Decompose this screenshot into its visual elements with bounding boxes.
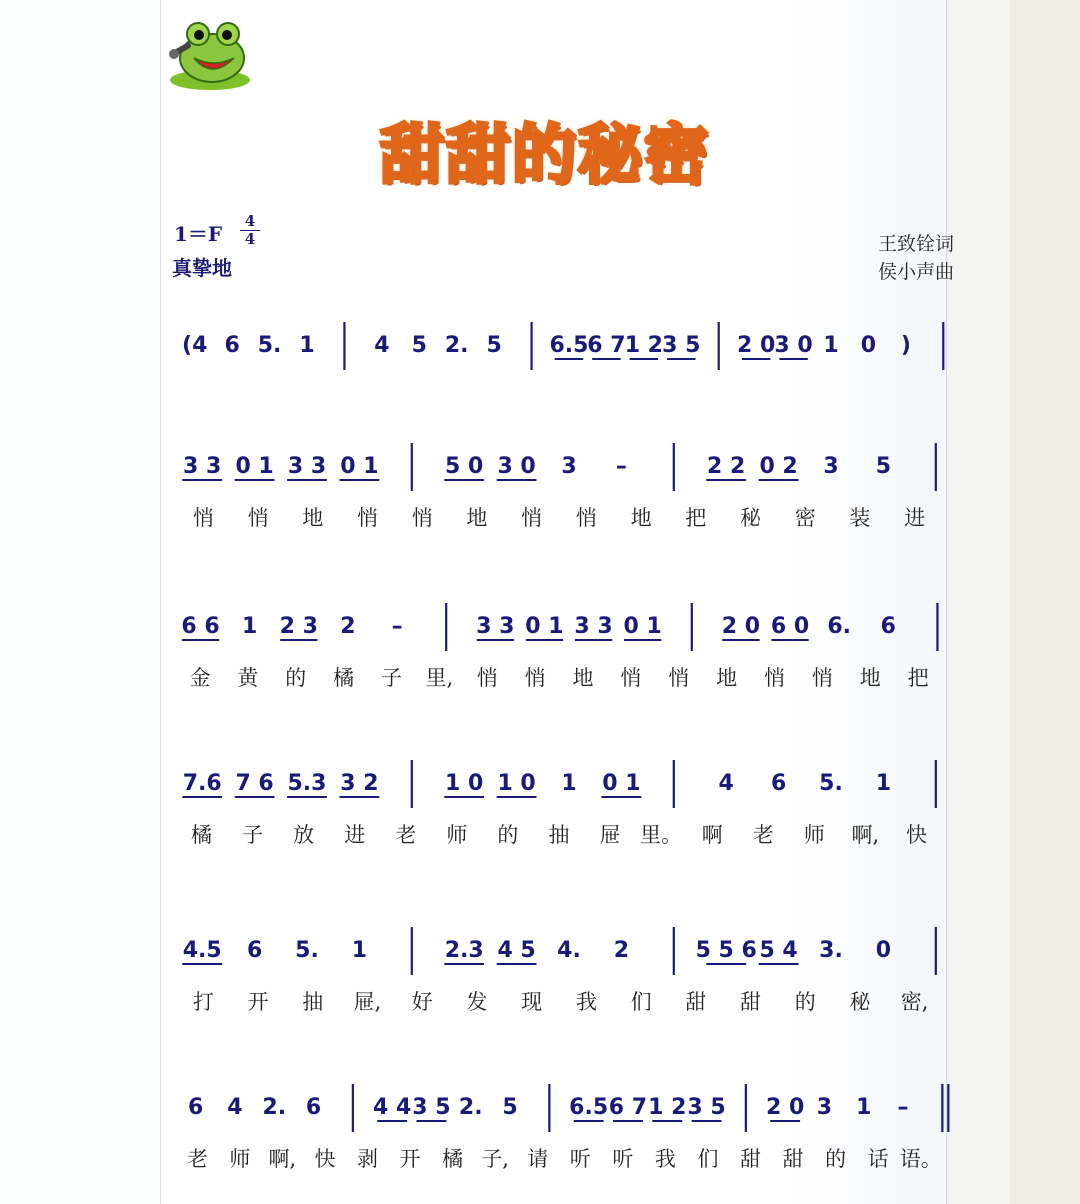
lyric-char: 悄: [521, 506, 543, 530]
time-top: 4: [244, 212, 256, 230]
lyric-char: 老: [395, 823, 417, 847]
note: 1 0: [445, 771, 484, 796]
lyric-char: 秘: [849, 990, 871, 1014]
lyric-char: 悄: [668, 666, 690, 690]
lyric-char: 地: [630, 506, 652, 530]
time-bottom: 4: [244, 230, 256, 248]
lyric-char: 悄: [763, 666, 785, 690]
note: 0 2: [759, 454, 798, 479]
song-title: 甜甜的秘密: [380, 119, 710, 193]
lyric-char: 把: [685, 506, 707, 530]
lyric-char: 地: [572, 666, 594, 690]
lyric-char: 悄: [476, 666, 498, 690]
note: 3 3: [476, 614, 515, 639]
lyric-char: 进: [344, 823, 366, 847]
lyric-char: 悄: [575, 506, 597, 530]
note: 3 5: [687, 1095, 726, 1120]
lyric-char: 甜: [782, 1147, 804, 1171]
note: (4: [182, 333, 208, 358]
lyric-char: 悄: [524, 666, 546, 690]
note: 6.: [827, 614, 852, 639]
lyric-char: 快: [905, 823, 927, 847]
note: –: [897, 1095, 909, 1120]
lyric-char: 老: [752, 823, 774, 847]
lyric-char: 啊: [701, 823, 723, 847]
note: 0: [860, 333, 877, 358]
note: 2: [340, 614, 356, 639]
lyric-char: 地: [302, 506, 324, 530]
note: 2: [613, 938, 630, 963]
note: 1: [561, 771, 577, 796]
note: 5 5 6: [695, 938, 757, 963]
lyric-char: 抽: [548, 823, 570, 847]
note: 3: [816, 1095, 833, 1120]
note: 6: [224, 333, 240, 358]
note: 7.6: [182, 771, 222, 796]
note: 1: [299, 333, 315, 358]
note: 5: [875, 454, 892, 479]
note: 2.: [444, 333, 469, 358]
lyric-char: 的: [825, 1147, 847, 1171]
note: 2 0: [721, 614, 761, 639]
lyric-char: 悄: [247, 506, 269, 530]
note: 6: [305, 1095, 322, 1120]
note: 7 6: [235, 771, 274, 796]
note: 6.5: [549, 333, 589, 358]
lyric-char: 悄: [811, 666, 833, 690]
note: 3 2: [340, 771, 379, 796]
lyric-char: 我: [654, 1147, 676, 1171]
lyric-char: 话: [867, 1147, 889, 1171]
note: 0 1: [340, 454, 379, 479]
note: 3 0: [774, 333, 813, 358]
note: 2 2: [707, 454, 746, 479]
lyric-char: 听: [569, 1147, 591, 1171]
lyric-char: 把: [907, 666, 929, 690]
lyric-char: 甜: [685, 990, 707, 1014]
note: 6.5: [569, 1095, 609, 1120]
note: 5 4: [759, 938, 798, 963]
lyric-char: 悄: [357, 506, 378, 530]
lyric-char: 子,: [481, 1147, 510, 1171]
lyric-char: 橘: [333, 666, 355, 690]
lyric-char: 开: [247, 990, 269, 1014]
note: 0 1: [235, 454, 274, 479]
note: 1: [856, 1095, 872, 1120]
lyric-char: 金: [189, 666, 211, 690]
note: 1: [242, 614, 258, 639]
note: 6: [187, 1095, 204, 1120]
lyric-char: 发: [466, 990, 488, 1014]
note: 1: [351, 938, 368, 963]
lyric-char: 的: [794, 990, 816, 1014]
note: 4.5: [182, 938, 222, 963]
lyric-char: 甜: [740, 990, 761, 1014]
note: 5 0: [445, 454, 484, 479]
note: 2 0: [737, 333, 776, 358]
lyric-char: 打: [192, 990, 214, 1014]
note: 5.3: [287, 771, 327, 796]
lyric-char: 子: [242, 823, 264, 847]
tempo-marking: 真挚地: [172, 256, 232, 280]
note: 3 3: [574, 614, 613, 639]
lyric-char: 我: [575, 990, 597, 1014]
lyric-char: 的: [285, 666, 307, 690]
lyric-char: 放: [293, 823, 315, 847]
note: 0: [875, 938, 892, 963]
lyric-char: 抽: [302, 990, 324, 1014]
lyric-char: 师: [803, 823, 825, 847]
lyric-char: 老: [186, 1147, 208, 1171]
lyric-char: 的: [497, 823, 519, 847]
note: 3: [561, 454, 577, 479]
lyric-char: 啊,: [851, 823, 880, 847]
lyric-char: 地: [716, 666, 738, 690]
lyric-char: 黄: [237, 666, 259, 690]
note: 3 0: [497, 454, 536, 479]
lyric-char: 师: [229, 1147, 251, 1171]
note: 4: [718, 771, 734, 796]
lyric-char: 悄: [411, 506, 433, 530]
note: 5.: [257, 333, 282, 358]
composer-credit: 侯小声曲: [878, 261, 955, 283]
lyric-char: 里。: [640, 823, 683, 847]
note: –: [615, 454, 627, 479]
key-signature: 1＝F: [174, 222, 223, 246]
lyric-char: 里,: [425, 666, 454, 690]
note: 6: [246, 938, 263, 963]
note: 5.: [295, 938, 319, 963]
note: 3: [823, 454, 839, 479]
note: ): [900, 333, 911, 358]
note: 1 2: [648, 1095, 687, 1120]
note: 6 6: [181, 614, 220, 639]
lyric-char: 屉,: [353, 990, 382, 1014]
note: 2.: [262, 1095, 287, 1120]
note: 4: [374, 333, 390, 358]
note: 5: [411, 333, 427, 358]
note: 3 5: [662, 333, 701, 358]
note: –: [391, 614, 403, 639]
lyric-char: 地: [859, 666, 881, 690]
lyric-char: 进: [904, 506, 926, 530]
lyric-char: 好: [411, 990, 433, 1014]
note: 0 1: [602, 771, 641, 796]
note: 6 0: [770, 614, 810, 639]
note: 1: [823, 333, 839, 358]
lyric-char: 开: [399, 1147, 421, 1171]
lyric-char: 悄: [620, 666, 642, 690]
lyric-char: 现: [521, 990, 543, 1014]
note: 2 0: [766, 1095, 805, 1120]
note: 1: [875, 771, 892, 796]
note: 2.: [458, 1095, 483, 1120]
lyric-char: 们: [697, 1147, 719, 1171]
note: 5: [486, 333, 502, 358]
note: 6 7: [608, 1095, 648, 1120]
lyric-char: 们: [630, 990, 652, 1014]
lyricist-credit: 王致铨词: [878, 233, 955, 255]
note: 4.: [557, 938, 581, 963]
lyric-char: 地: [466, 506, 488, 530]
note: 1 2: [624, 333, 663, 358]
note: 3 5: [412, 1095, 451, 1120]
note: 5.: [819, 771, 843, 796]
note: 0 1: [623, 614, 662, 639]
lyric-char: 啊,: [268, 1147, 297, 1171]
lyric-char: 剥: [357, 1147, 378, 1171]
lyric-char: 橘: [442, 1147, 464, 1171]
note: 2.3: [444, 938, 484, 963]
note: 3.: [819, 938, 843, 963]
lyric-char: 密,: [900, 990, 929, 1014]
lyric-char: 屉: [599, 823, 621, 847]
note: 4 5: [497, 938, 536, 963]
lyric-char: 师: [446, 823, 468, 847]
lyric-char: 秘: [740, 506, 761, 530]
note: 5: [502, 1095, 518, 1120]
note: 6: [880, 614, 896, 639]
lyric-char: 快: [314, 1147, 336, 1171]
note: 3 3: [287, 454, 327, 479]
lyric-char: 装: [849, 506, 871, 530]
note: 4: [227, 1095, 243, 1120]
note: 4 4: [373, 1095, 412, 1120]
lyric-char: 听: [612, 1147, 634, 1171]
lyric-char: 甜: [740, 1147, 761, 1171]
note: 6: [770, 771, 787, 796]
lyric-char: 请: [527, 1147, 549, 1171]
lyric-char: 语。: [899, 1147, 942, 1171]
note: 0 1: [525, 614, 564, 639]
lyric-char: 悄: [192, 506, 214, 530]
lyric-char: 子: [380, 666, 402, 690]
note: 1 0: [497, 771, 536, 796]
note: 6 7: [587, 333, 626, 358]
lyric-char: 橘: [191, 823, 213, 847]
note: 2 3: [279, 614, 318, 639]
note: 3 3: [183, 454, 222, 479]
lyric-char: 密: [794, 506, 816, 530]
